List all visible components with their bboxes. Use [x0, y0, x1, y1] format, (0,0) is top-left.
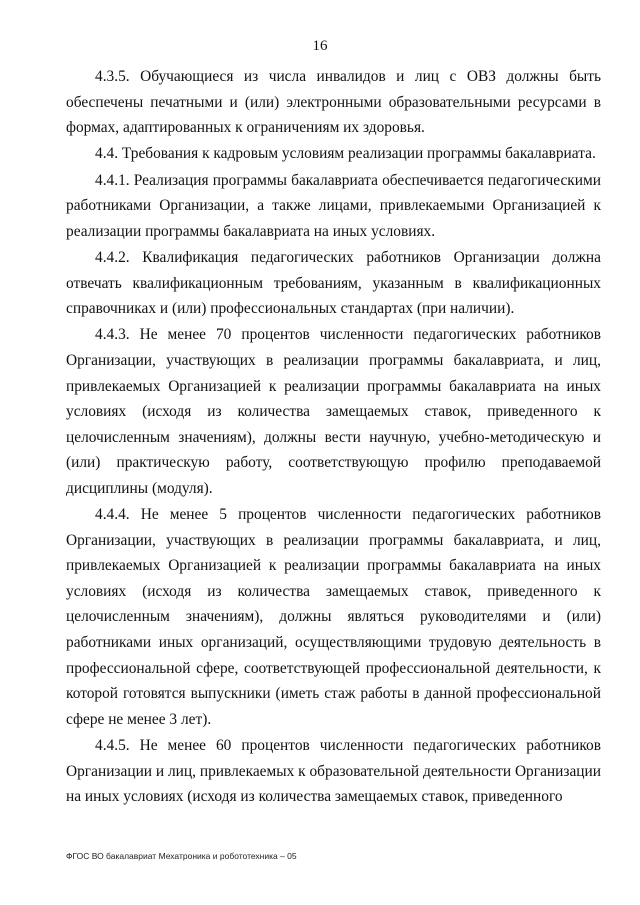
paragraph-4-4-heading: 4.4. Требования к кадровым условиям реализации программы бакалавриата. — [95, 145, 596, 163]
page-number: 16 — [312, 38, 328, 54]
paragraph-4-4-3: 4.4.3. Не менее 70 процентов численности педагогических работников Организации, участвующих в реализации программы бакалавриата, и лиц, привлекаемых Организацией к реализации программы бакалавриата на иных условиях (исходя из количества замещаемых ставок, приведенного к целочисленным значениям), должны вести научную, учебно-методическую и (или) практическую работу, соответствующую профилю преподаваемой дисциплины (модуля). — [66, 326, 601, 497]
document-body — [66, 64, 601, 810]
paragraph-4-4-2: 4.4.2. Квалификация педагогических работников Организации должна отвечать квалификационным требованиям, указанным в квалификационных справочниках и (или) профессиональных стандартах (при наличии). — [66, 248, 601, 318]
paragraph-4-4-1: 4.4.1. Реализация программы бакалавриата обеспечивается педагогическими работниками Организации, а также лицами, привлекаемыми Организацией к реализации программы бакалавриата на иных условиях. — [66, 171, 601, 240]
page-footer: ФГОС ВО бакалавриат Мехатроника и робототехника – 05 — [66, 851, 297, 861]
paragraph-4-4-4: 4.4.4. Не менее 5 процентов численности педагогических работников Организации, участвующих в реализации программы бакалавриата, и лиц, привлекаемых Организацией к реализации программы бакалавриата на иных условиях (исходя из количества замещаемых ставок, приведенного к целочисленным значениям), должны являться руководителями и (или) работниками иных организаций, осуществляющими трудовую деятельность в профессиональной сфере, соответствующей профессиональной деятельности, к которой готовятся выпускники (иметь стаж работы в данной профессиональной сфере не менее 3 лет). — [66, 506, 601, 728]
paragraph-4-4-5: 4.4.5. Не менее 60 процентов численности педагогических работников Организации и лиц, привлекаемых к образовательной деятельности Организации на иных условиях (исходя из количества замещаемых ставок, приведенного — [66, 737, 601, 806]
paragraph-4-3-5: 4.3.5. Обучающиеся из числа инвалидов и лиц с ОВЗ должны быть обеспечены печатными и (или) электронными образовательными ресурсами в формах, адаптированных к ограничениям их здоровья. — [66, 68, 601, 137]
